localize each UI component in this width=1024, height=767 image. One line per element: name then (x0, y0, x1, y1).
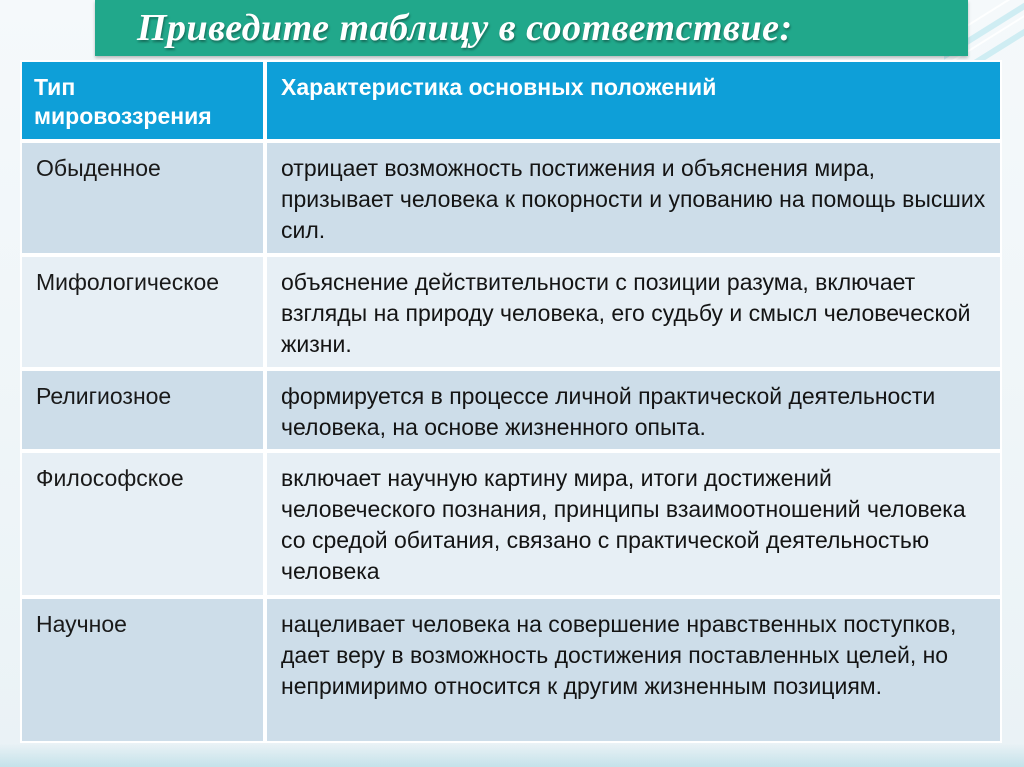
table-row (20, 451, 1002, 597)
cell-description: объяснение действительности с позиции разума, включает взгляды на природу человека, его судьбу и смысл человеческой жизни. (265, 255, 1002, 369)
page-title: Приведите таблицу в соответствие: (137, 7, 793, 49)
bottom-decoration (0, 743, 1024, 767)
column-header-type: Тип мировоззрения (20, 60, 265, 141)
cell-description: формируется в процессе личной практической деятельности человека, на основе жизненного опыта. (265, 369, 1002, 451)
cell-type: Научное (20, 597, 265, 743)
table-header-row (20, 60, 1002, 141)
column-header-description: Характеристика основных положений (265, 60, 1002, 141)
cell-description: отрицает возможность постижения и объяснения мира, призывает человека к покорности и упованию на помощь высших сил. (265, 141, 1002, 255)
table-row (20, 597, 1002, 743)
cell-type: Философское (20, 451, 265, 597)
table-row (20, 255, 1002, 369)
cell-type: Обыденное (20, 141, 265, 255)
table-row (20, 141, 1002, 255)
title-bar (95, 0, 968, 56)
cell-type: Мифологическое (20, 255, 265, 369)
cell-description: нацеливает человека на совершение нравственных поступков, дает веру в возможность достижения поставленных целей, но непримиримо относится к другим жизненным позициям. (265, 597, 1002, 743)
cell-description: включает научную картину мира, итоги достижений человеческого познания, принципы взаимоотношений человека со средой обитания, связано с практической деятельностью человека (265, 451, 1002, 597)
cell-type: Религиозное (20, 369, 265, 451)
worldview-table (20, 60, 1002, 743)
table-row (20, 369, 1002, 451)
